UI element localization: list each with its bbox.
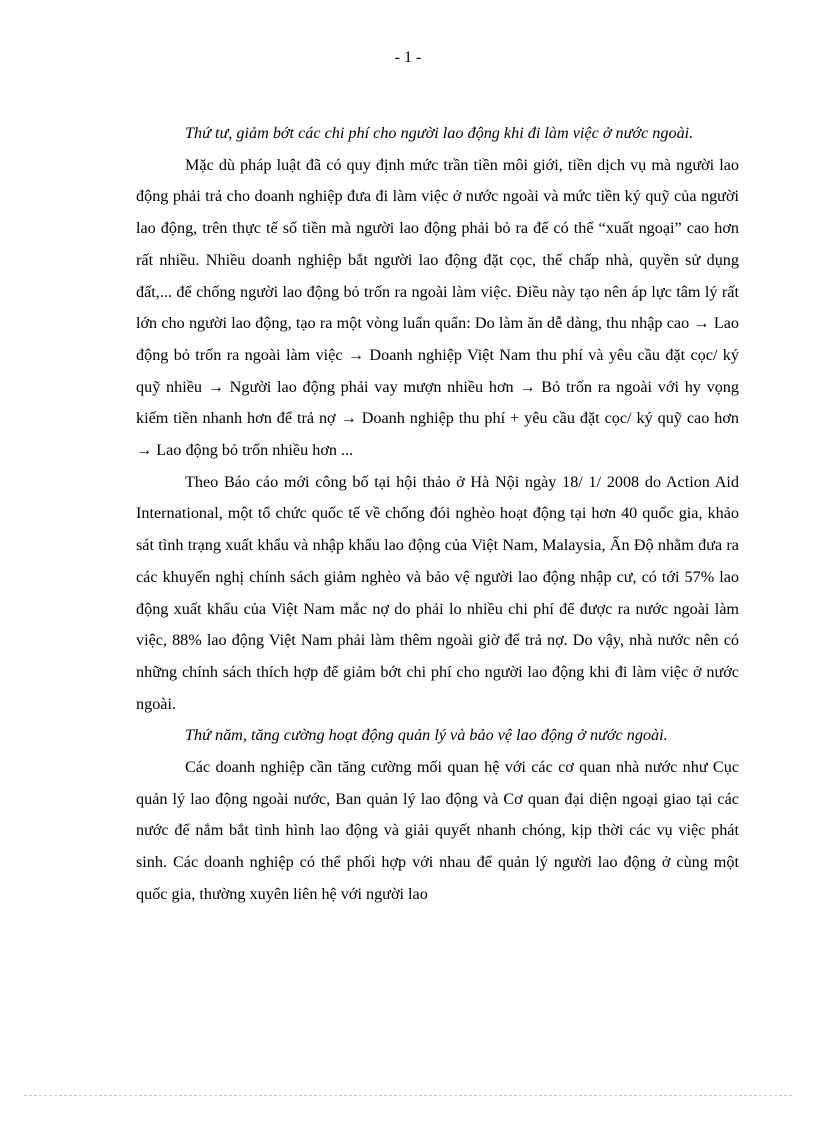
paragraph-heading-5: Thứ năm, tăng cường hoạt động quản lý và bảo vệ lao động ở nước ngoài. [185,726,668,745]
paragraph: Các doanh nghiệp cần tăng cường mối quan hệ với các cơ quan nhà nước như Cục quản lý lao động ngoài nước, Ban quản lý lao động và Cơ quan đại diện ngoại giao tại các nước để nắm bắt tình hình lao động và giải quyết nhanh chóng, kịp thời các vụ việc phát sinh. Các doanh nghiệp có thể phối hợp với nhau để quản lý người lao động ở cùng một quốc gia, thường xuyên liên hệ với người lao [136,758,739,903]
page-bottom-divider [24,1095,792,1096]
page-number: - 1 - [394,49,422,66]
document-body [136,118,739,911]
paragraph-heading-4: Thứ tư, giảm bớt các chi phí cho người lao động khi đi làm việc ở nước ngoài. [185,124,694,142]
paragraph: Theo Báo cáo mới công bố tại hội thảo ở Hà Nội ngày 18/ 1/ 2008 do Action Aid International, một tổ chức quốc tế về chống đói nghèo hoạt động tại hơn 40 quốc gia, khảo sát tình trạng xuất khẩu và nhập khẩu lao động của Việt Nam, Malaysia, Ấn Độ nhằm đưa ra các khuyến nghị chính sách giảm nghèo và bảo vệ người lao động nhập cư, có tới 57% lao động xuất khẩu của Việt Nam mắc nợ do phải lo nhiều chi phí để được ra nước ngoài làm việc, 88% lao động Việt Nam phải làm thêm ngoài giờ để trả nợ. Do vậy, nhà nước nên có những chính sách thích hợp để giảm bớt chi phí cho người lao động khi đi làm việc ở nước ngoài. [136,472,739,713]
paragraph: Mặc dù pháp luật đã có quy định mức trần tiền môi giới, tiền dịch vụ mà người lao động phải trả cho doanh nghiệp đưa đi làm việc ở nước ngoài và mức tiền ký quỹ của người lao động, trên thực tế số tiền mà người lao động phải bỏ ra để có thể “xuất ngoại” cao hơn rất nhiều. Nhiều doanh nghiệp bắt người lao động đặt cọc, thế chấp nhà, quyền sử dụng đất,... để chống người lao động bỏ trốn ra ngoài làm việc. Điều này tạo nên áp lực tâm lý rất lớn cho người lao động, tạo ra một vòng luẩn quẩn: Do làm ăn dễ dàng, thu nhập cao → Lao động bỏ trốn ra ngoài làm việc → Doanh nghiệp Việt Nam thu phí và yêu cầu đặt cọc/ ký quỹ nhiều → Người lao động phải vay mượn nhiều hơn → Bỏ trốn ra ngoài với hy vọng kiếm tiền nhanh hơn để trả nợ → Doanh nghiệp thu phí + yêu cầu đặt cọc/ ký quỹ cao hơn → Lao động bỏ trốn nhiều hơn ... [136,155,739,460]
